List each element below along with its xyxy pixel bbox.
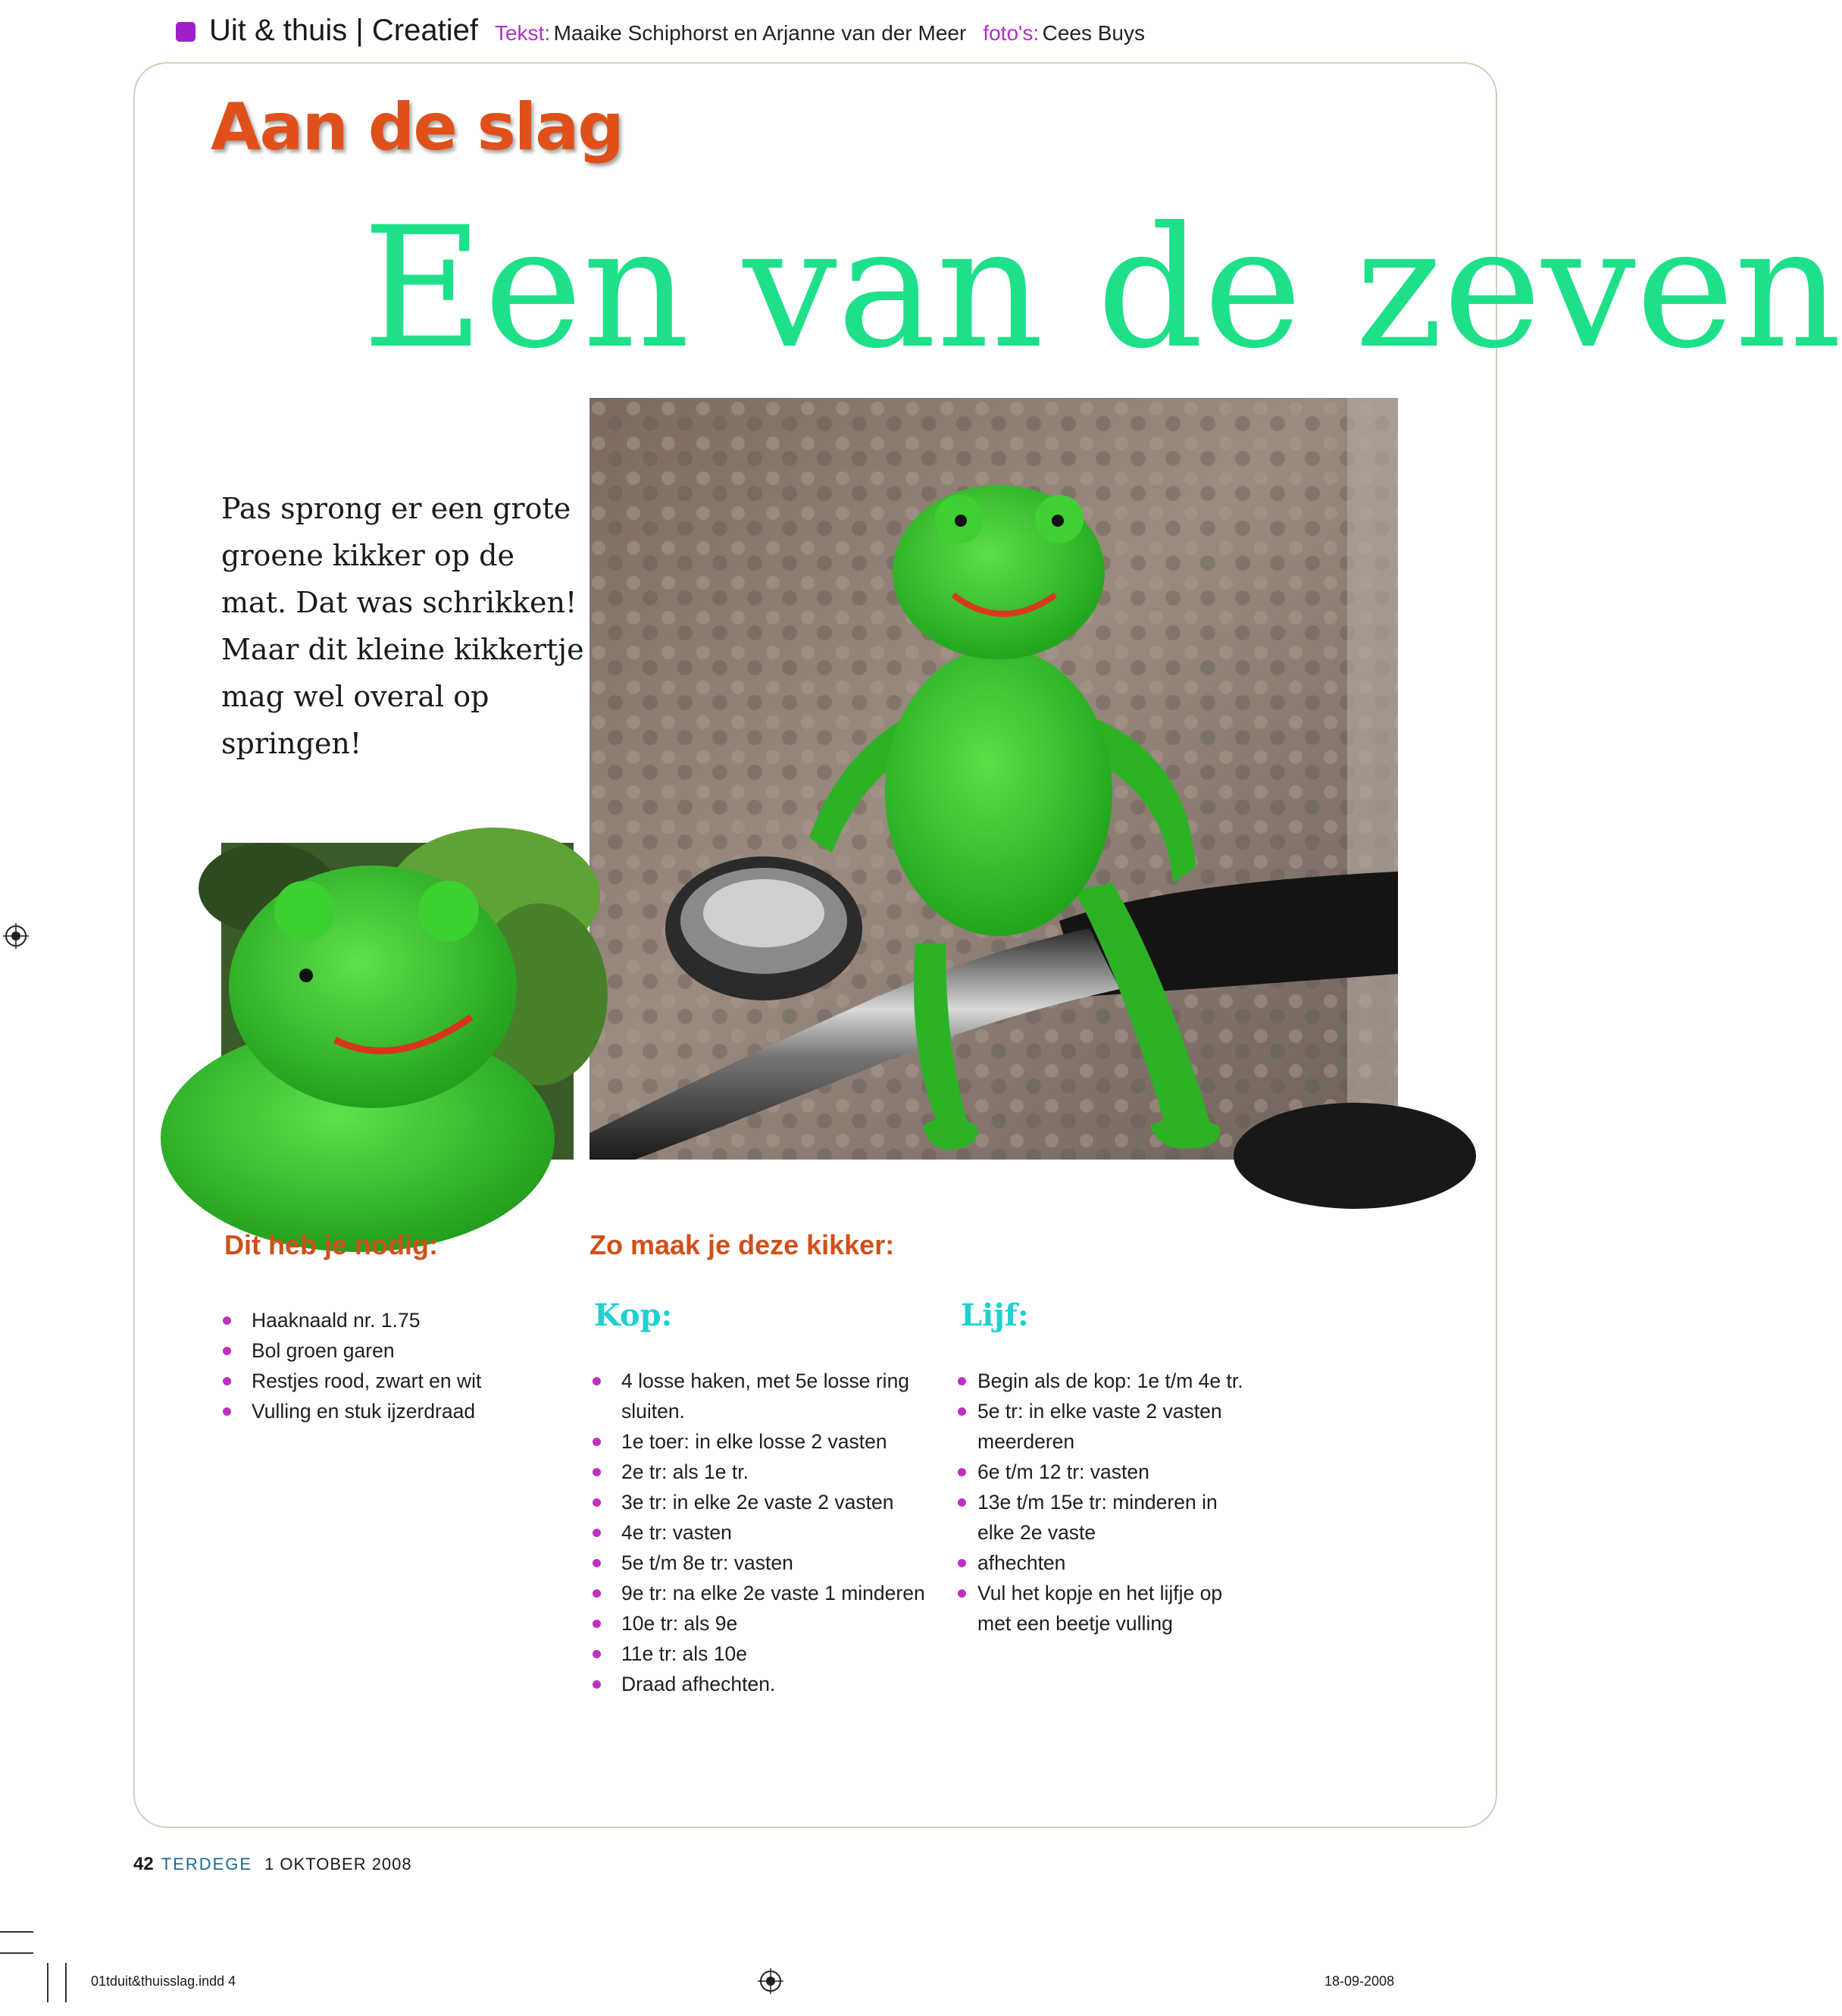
crop-mark — [47, 1963, 48, 2002]
kop-steps-list — [591, 1366, 940, 1699]
list-item: 5e tr: in elke vaste 2 vasten meerderen — [958, 1396, 1246, 1457]
list-item: Restjes rood, zwart en wit — [221, 1366, 539, 1396]
issue-date: 1 OKTOBER 2008 — [264, 1855, 412, 1874]
text-label: Tekst: — [494, 21, 551, 45]
list-item: Draad afhechten. — [591, 1669, 940, 1699]
list-item: 2e tr: als 1e tr. — [591, 1457, 940, 1487]
square-marker-icon — [176, 22, 195, 42]
lijf-heading: Lijf: — [961, 1298, 1029, 1333]
slug-date: 18-09-2008 — [1324, 1974, 1395, 1989]
intro-text: Pas sprong er een grote groene kikker op de mat. Dat was schrikken! Maar dit kleine kikkertje mag wel overal op springen! — [221, 492, 584, 760]
detail-photo — [221, 843, 574, 1160]
crop-mark — [0, 1952, 33, 1954]
magazine-name: TERDEGE — [161, 1855, 253, 1874]
kop-heading: Kop: — [594, 1298, 673, 1333]
list-item: Vulling en stuk ijzerdraad — [221, 1396, 539, 1426]
list-item: Begin als de kop: 1e t/m 4e tr. — [958, 1366, 1246, 1396]
page-title: Een van de zeven — [362, 191, 1842, 385]
frog-on-handlebar-image — [590, 398, 1398, 1160]
frog-closeup-image — [221, 843, 574, 1160]
photographer: Cees Buys — [1042, 21, 1145, 45]
section-name: Uit & thuis | Creatief — [209, 14, 478, 47]
materials-heading: Dit heb je nodig: — [224, 1229, 438, 1260]
list-item: 10e tr: als 9e — [591, 1608, 940, 1639]
list-item: 11e tr: als 10e — [591, 1639, 940, 1669]
registration-mark-icon — [758, 1968, 783, 1994]
list-item: Vul het kopje en het lijfje op met een beetje vulling — [958, 1578, 1246, 1639]
list-item: Bol groen garen — [221, 1335, 539, 1366]
list-item: 5e t/m 8e tr: vasten — [591, 1548, 940, 1578]
folio — [133, 1854, 412, 1875]
list-item: 1e toer: in elke losse 2 vasten — [591, 1426, 940, 1457]
kicker-heading: Aan de slag — [211, 89, 623, 165]
crop-mark — [0, 1931, 33, 1933]
running-header — [176, 14, 1145, 52]
registration-mark-icon — [3, 923, 29, 949]
lijf-steps-list — [958, 1366, 1246, 1639]
list-item: 4 losse haken, met 5e losse ring sluiten. — [591, 1366, 940, 1426]
photo-label: foto's: — [983, 21, 1040, 45]
authors: Maaike Schiphorst en Arjanne van der Meer — [553, 21, 967, 45]
list-item: afhechten — [958, 1548, 1246, 1578]
page-number: 42 — [133, 1854, 154, 1874]
crop-mark — [65, 1963, 67, 2002]
list-item: 3e tr: in elke 2e vaste 2 vasten — [591, 1487, 940, 1517]
list-item: 13e t/m 15e tr: minderen in elke 2e vaste — [958, 1487, 1246, 1548]
list-item: 4e tr: vasten — [591, 1517, 940, 1548]
list-item: 9e tr: na elke 2e vaste 1 minderen — [591, 1578, 940, 1608]
instructions-heading: Zo maak je deze kikker: — [590, 1229, 895, 1260]
list-item: 6e t/m 12 tr: vasten — [958, 1457, 1246, 1487]
materials-list — [221, 1305, 539, 1426]
slug-filename: 01tduit&thuisslag.indd 4 — [91, 1974, 236, 1989]
main-photo — [590, 398, 1398, 1160]
list-item: Haaknaald nr. 1.75 — [221, 1305, 539, 1335]
